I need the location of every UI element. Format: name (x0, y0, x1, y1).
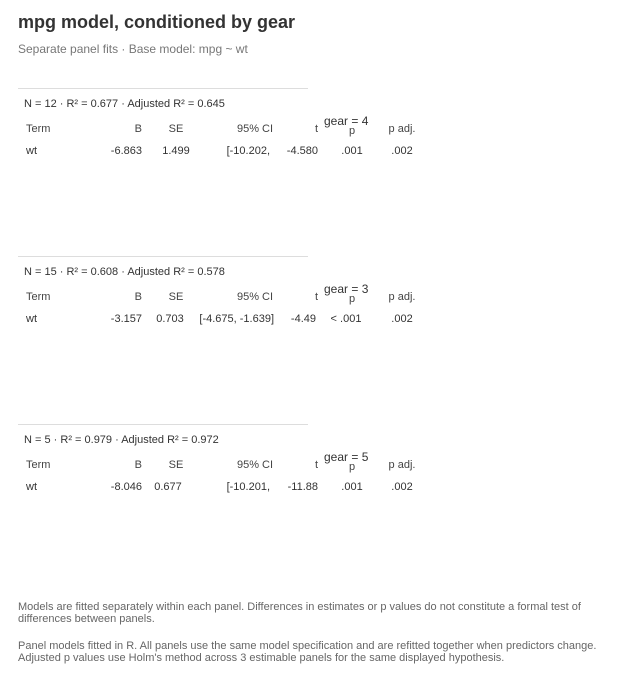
col-header-se: SE (168, 459, 184, 471)
cell-term: wt (26, 481, 37, 493)
cell-se: 0.677 (154, 481, 182, 493)
facet-label: gear = 5 (324, 450, 369, 464)
cell-ci: [-10.202, (226, 145, 270, 157)
panel-divider (18, 88, 308, 89)
cell-t: -4.580 (286, 145, 318, 157)
col-header-t: t (314, 123, 318, 135)
col-header-p-adj: p adj. (388, 291, 416, 303)
col-header-ci: 95% CI (236, 459, 274, 471)
cell-se: 0.703 (156, 313, 184, 325)
col-header-p-adj: p adj. (388, 459, 416, 471)
col-header-se: SE (168, 123, 184, 135)
page-subtitle: Separate panel fits · Base model: mpg ~ wt (18, 42, 248, 56)
col-header-term: Term (26, 123, 51, 135)
col-header-p-adj: p adj. (388, 123, 416, 135)
cell-term: wt (26, 313, 37, 325)
cell-term: wt (26, 145, 37, 157)
col-header-b: B (134, 291, 142, 303)
panel-stats: N = 12 · R² = 0.677 · Adjusted R² = 0.645 (24, 98, 225, 110)
panel-stats: N = 15 · R² = 0.608 · Adjusted R² = 0.578 (24, 266, 225, 278)
panel-gear-4 (18, 88, 618, 178)
col-header-b: B (134, 459, 142, 471)
footer-method-note: Panel models fitted in R. All panels use the same model specification and are refitted together when predictors change. Adjusted p values use Holm's method across 3 estimable panels for the same displayed hypothesis. (18, 640, 597, 664)
cell-p-adj: .002 (391, 145, 413, 157)
cell-p: < .001 (330, 313, 362, 325)
panel-gear-5 (18, 424, 618, 514)
cell-t: -4.49 (290, 313, 316, 325)
col-header-se: SE (168, 291, 184, 303)
panel-gear-3 (18, 256, 618, 346)
col-header-term: Term (26, 459, 51, 471)
cell-t: -11.88 (287, 481, 318, 493)
col-header-p: p (348, 125, 356, 137)
cell-p: .001 (341, 145, 363, 157)
col-header-t: t (314, 459, 318, 471)
col-header-ci: 95% CI (236, 291, 274, 303)
cell-b: -8.046 (110, 481, 142, 493)
panel-stats: N = 5 · R² = 0.979 · Adjusted R² = 0.972 (24, 434, 219, 446)
panel-divider (18, 424, 308, 425)
cell-p-adj: .002 (391, 313, 413, 325)
col-header-b: B (134, 123, 142, 135)
panel-divider (18, 256, 308, 257)
col-header-ci: 95% CI (236, 123, 274, 135)
cell-p-adj: .002 (391, 481, 413, 493)
page-title: mpg model, conditioned by gear (18, 12, 296, 32)
cell-ci: [-10.201, (226, 481, 270, 493)
col-header-t: t (314, 291, 318, 303)
facet-label: gear = 4 (324, 114, 369, 128)
cell-b: -6.863 (110, 145, 142, 157)
footer-note: Models are fitted separately within each panel. Differences in estimates or p values do not constitute a formal test of differences between panels. (18, 601, 581, 625)
cell-p: .001 (341, 481, 363, 493)
facet-label: gear = 3 (324, 282, 369, 296)
cell-ci: [-4.675, -1.639] (199, 313, 274, 325)
col-header-term: Term (26, 291, 51, 303)
col-header-p: p (348, 293, 356, 305)
cell-se: 1.499 (162, 145, 190, 157)
cell-b: -3.157 (110, 313, 142, 325)
col-header-p: p (348, 461, 356, 473)
